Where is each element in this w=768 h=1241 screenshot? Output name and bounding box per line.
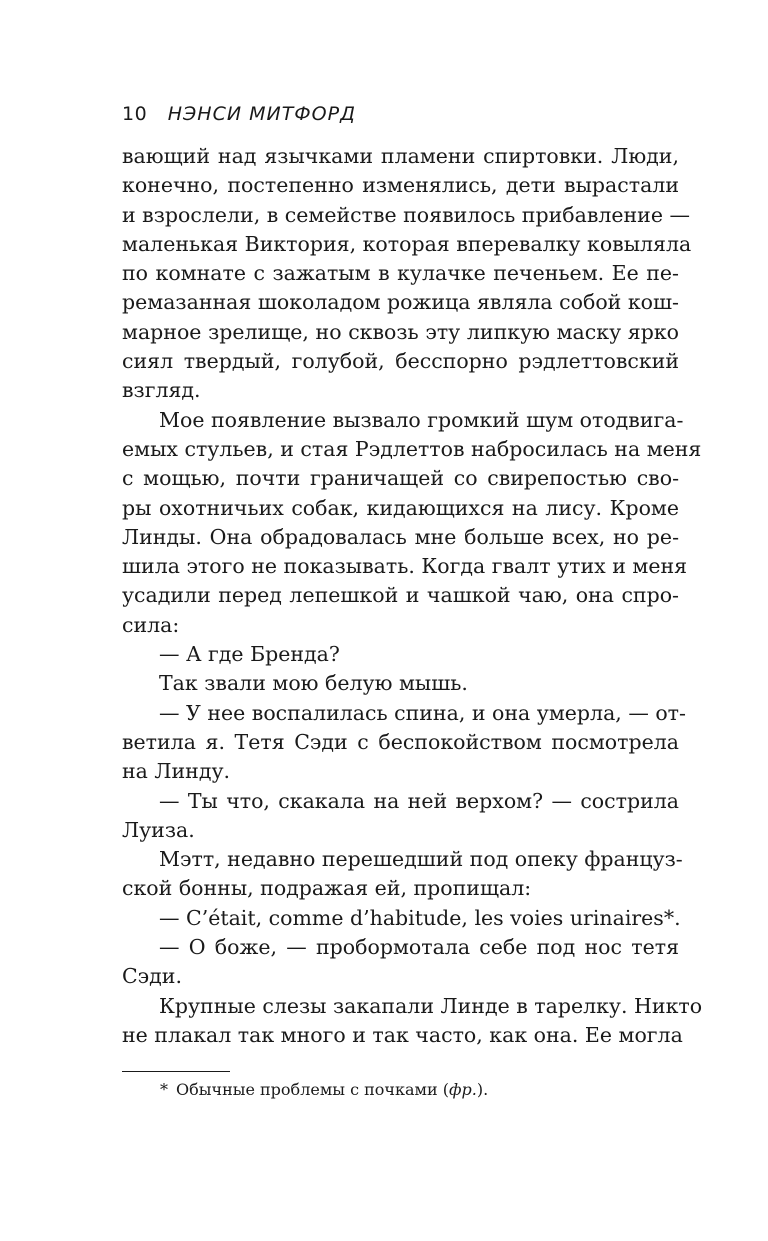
- text-line: ры охотничьих собак, кидающихся на лису. Кроме: [122, 495, 679, 520]
- text-line: сиял твердый, голубой, бесспорно рэдлеттовский: [122, 349, 679, 374]
- body-text: [122, 142, 703, 1050]
- text-line: ской бонны, подражая ей, пропищал:: [122, 876, 532, 901]
- text-line: сила:: [122, 612, 180, 637]
- text-line: Крупные слезы закапали Линде в тарелку. Никто: [159, 993, 703, 1018]
- text-line: с мощью, почти граничащей со свирепостью сво-: [122, 466, 679, 491]
- footnote-text: Обычные проблемы с почками (: [176, 1080, 449, 1099]
- footnote-language-abbrev: фр.: [448, 1080, 477, 1099]
- text-line: не плакал так много и так часто, как она. Ее могла: [122, 1022, 683, 1047]
- text-line: Луиза.: [122, 817, 195, 842]
- footnote-text-end: ).: [476, 1080, 489, 1099]
- text-line: на Линду.: [122, 759, 231, 784]
- text-line: — У нее воспалилась спина, и она умерла, — от-: [159, 700, 686, 725]
- text-line: марное зрелище, но сквозь эту липкую маску ярко: [122, 319, 679, 344]
- text-line: — А где Бренда?: [159, 642, 340, 667]
- text-line: Линды. Она обрадовалась мне больше всех, но ре-: [122, 524, 679, 549]
- text-line: взгляд.: [122, 378, 201, 403]
- text-line: и взрослели, в семействе появилось прибавление —: [122, 202, 690, 227]
- text-line: ветила я. Тетя Сэди с беспокойством посмотрела: [122, 729, 679, 754]
- text-line: емых стульев, и стая Рэдлеттов набросилась на меня: [122, 436, 702, 461]
- running-head-author: НЭНСИ МИТФОРД: [167, 103, 356, 125]
- text-line: ремазанная шоколадом рожица являла собой кош-: [122, 290, 679, 315]
- text-line: вающий над язычками пламени спиртовки. Люди,: [122, 144, 679, 168]
- text-line: — О боже, — пробормотала себе под нос тетя: [159, 935, 679, 960]
- text-line: Так звали мою белую мышь.: [159, 671, 468, 696]
- footnote: [160, 1079, 488, 1101]
- text-line: — Ты что, скакала на ней верхом? — сострила: [159, 788, 679, 813]
- running-header: [122, 103, 356, 125]
- text-line: Мое появление вызвало громкий шум отодвига-: [159, 407, 684, 432]
- text-line: маленькая Виктория, которая вперевалку ковыляла: [122, 231, 692, 256]
- page-number: 10: [122, 103, 148, 125]
- text-line: шила этого не показывать. Когда гвалт утих и меня: [122, 554, 688, 579]
- text-line: — C’était, comme d’habitude, les voies urinaires*.: [159, 905, 681, 930]
- text-line: усадили перед лепешкой и чашкой чаю, она спро-: [122, 583, 679, 608]
- text-line: Сэди.: [122, 964, 182, 989]
- text-line: Мэтт, недавно перешедший под опеку француз-: [159, 847, 683, 872]
- footnote-mark: *: [160, 1080, 168, 1099]
- text-line: по комнате с зажатым в кулачке печеньем. Ее пе-: [122, 261, 679, 286]
- footnote-divider: [122, 1071, 230, 1072]
- text-line: конечно, постепенно изменялись, дети вырастали: [122, 173, 679, 198]
